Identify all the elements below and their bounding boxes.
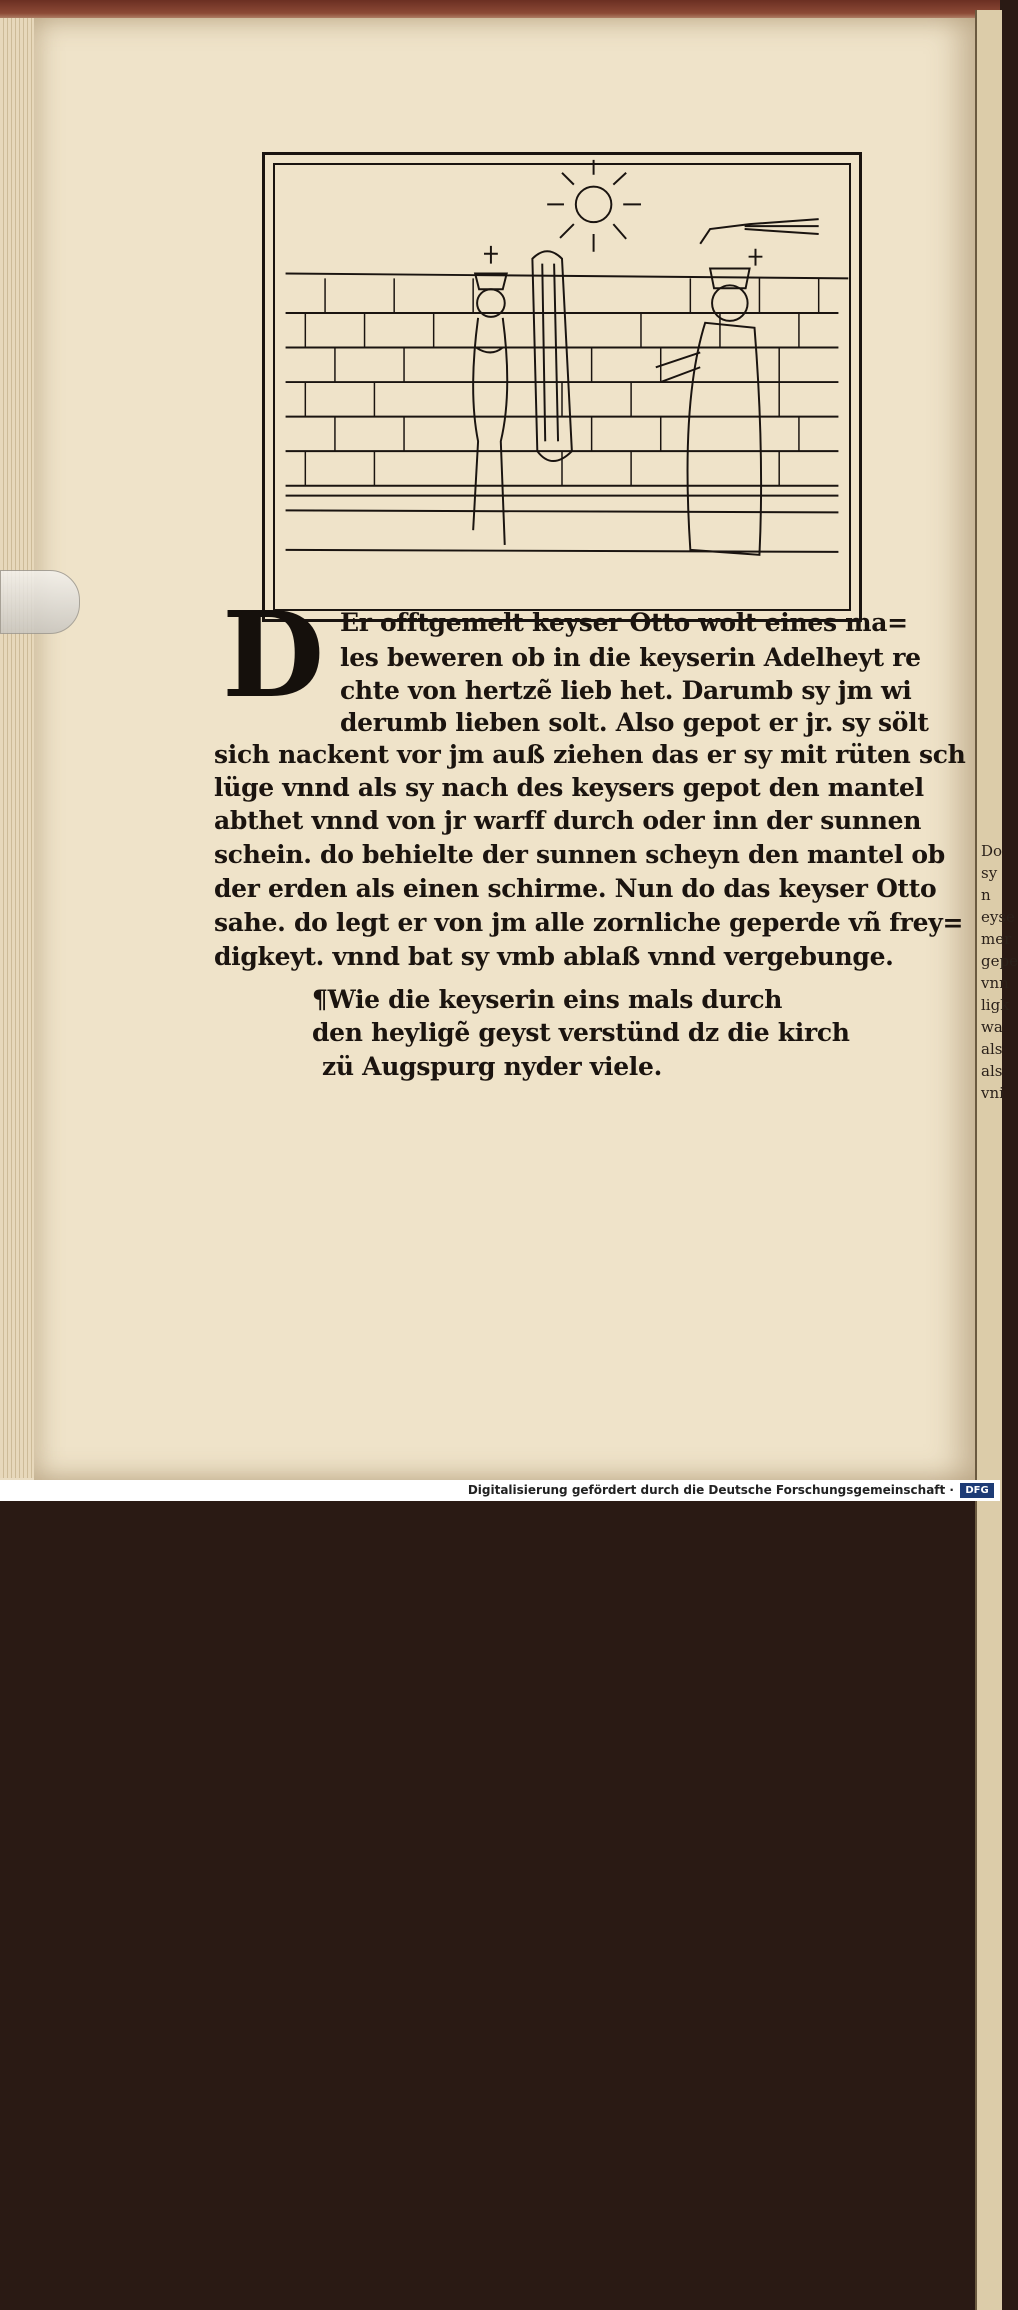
- next-page-fragment: als: [981, 1040, 1003, 1058]
- text-line: sich nackent vor jm auß ziehen das er sy mit rüten sch: [214, 740, 966, 769]
- next-page-fragment: wa: [981, 1018, 1003, 1036]
- text-line: schein. do behielte der sunnen scheyn den mantel ob: [214, 840, 945, 869]
- next-page-edge: [975, 10, 1018, 2310]
- text-line: Er offtgemelt keyser Otto wolt eines ma=: [340, 608, 908, 637]
- text-line: digkeyt. vnnd bat sy vmb ablaß vnnd vergebunge.: [214, 942, 894, 971]
- text-line: sahe. do legt er von jm alle zornliche geperde vñ frey=: [214, 908, 964, 937]
- next-page-fragment: mer: [981, 930, 1012, 948]
- dfg-logo: DFG: [960, 1483, 994, 1498]
- woodcut-illustration: [262, 152, 862, 622]
- next-page-fragment: vnn: [981, 974, 1009, 992]
- text-line: lüge vnnd als sy nach des keysers gepot den mantel: [214, 773, 924, 802]
- next-page-fragment: vni: [981, 1084, 1004, 1102]
- text-line: derumb lieben solt. Also gepot er jr. sy sölt: [340, 708, 929, 737]
- footer-bar: [0, 1480, 1000, 1501]
- next-page-fragment: sy n: [981, 864, 998, 904]
- heading-line: ¶Wie die keyserin eins mals durch: [312, 985, 783, 1014]
- next-page-fragment: als: [981, 1062, 1003, 1080]
- funding-credit: Digitalisierung gefördert durch die Deutsche Forschungsgemeinschaft ·: [467, 1483, 954, 1497]
- text-line: les beweren ob in die keyserin Adelheyt re: [340, 643, 921, 672]
- text-line: chte von hertzẽ lieb het. Darumb sy jm wi: [340, 676, 912, 705]
- text-line: der erden als einen schirme. Nun do das keyser Otto: [214, 874, 937, 903]
- drop-cap: D: [222, 585, 325, 724]
- woodcut-drawing: [265, 155, 859, 619]
- next-page-fragment: ligk: [981, 996, 1010, 1014]
- plastic-clip: [0, 570, 80, 634]
- next-page-fragment: Do: [981, 842, 1003, 860]
- heading-line: den heyligẽ geyst verstünd dz die kirch: [312, 1018, 850, 1047]
- next-page-fragment: gepe: [981, 952, 1018, 970]
- text-line: abthet vnnd von jr warff durch oder inn der sunnen: [214, 806, 922, 835]
- heading-line: zü Augspurg nyder viele.: [322, 1052, 663, 1081]
- next-page-fragment: eyse: [981, 908, 1015, 926]
